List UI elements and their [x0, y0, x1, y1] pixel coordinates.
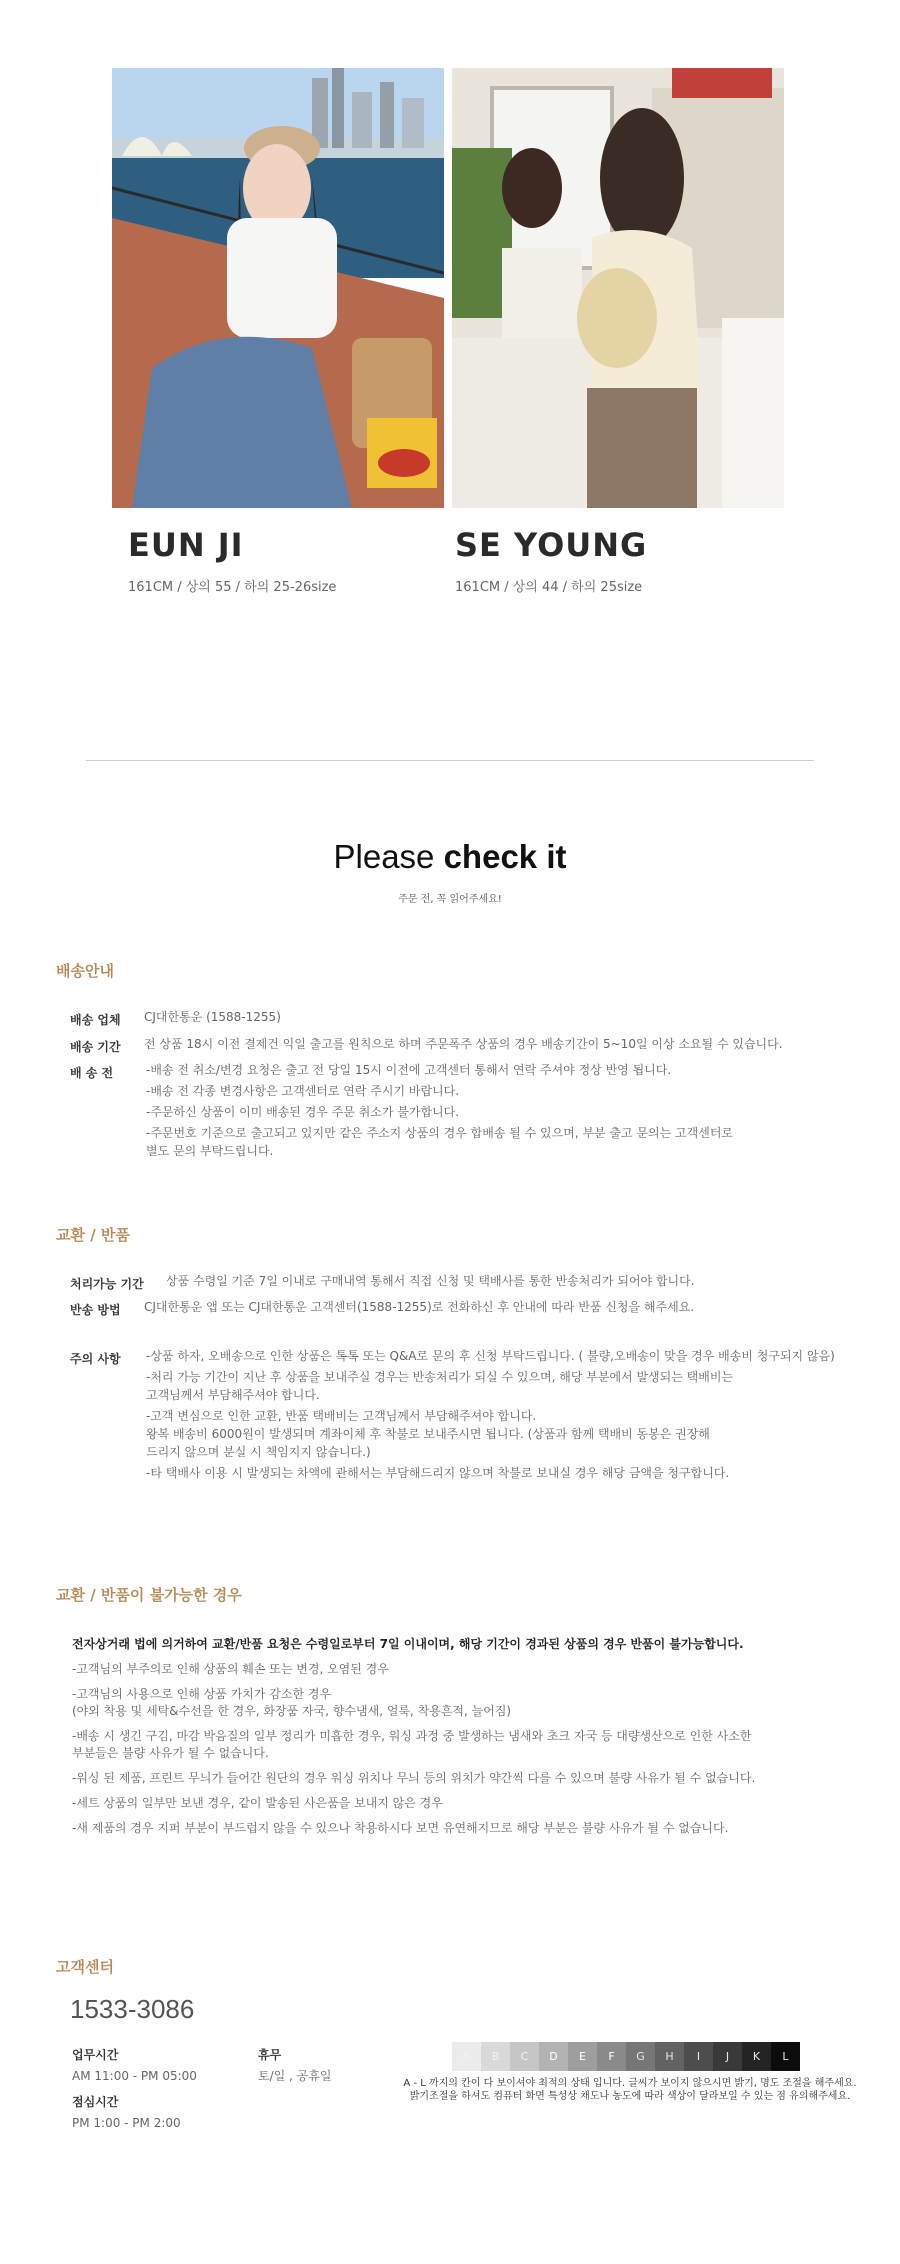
shipping-before-line: -배송 전 취소/변경 요청은 출고 전 당일 15시 이전에 고객센터 통해서 연락 주셔야 정상 반영 됩니다.: [146, 1063, 672, 1077]
cs-phone: 1533-3086: [70, 1994, 195, 2024]
shipping-period-label: 배송 기간: [70, 1040, 121, 1054]
exchange-caution-label: 주의 사항: [70, 1352, 121, 1366]
cs-lunch-label: 점심시간: [72, 2095, 119, 2109]
section-divider: [86, 760, 814, 761]
noreturn-line: -새 제품의 경우 지퍼 부분이 부드럽지 않을 수 있으나 착용하시다 보면 유연해지므로 해당 부분은 불량 사유가 될 수 없습니다.: [72, 1821, 729, 1835]
model-name-eunji: EUN JI: [128, 526, 244, 564]
noreturn-line: 부분들은 불량 사유가 될 수 없습니다.: [72, 1746, 269, 1760]
model-photo-eunji: [112, 68, 444, 508]
calibration-swatch-e: E: [568, 2042, 597, 2071]
exchange-caution-line: 왕복 배송비 6000원이 발생되며 계좌이체 후 착불로 보내주시면 됩니다. (상품과 함께 택배비 동봉은 권장해: [146, 1427, 710, 1441]
monitor-calibration-note: [360, 2077, 900, 2103]
noreturn-line: -배송 시 생긴 구김, 마감 박음질의 일부 정리가 미흡한 경우, 워싱 과정 중 발생하는 냄새와 초크 자국 등 대량생산으로 인한 사소한: [72, 1729, 752, 1743]
exchange-caution-line: 드리지 않으며 분실 시 책임지지 않습니다.): [146, 1445, 371, 1459]
noreturn-line: -워싱 된 제품, 프린트 무늬가 들어간 원단의 경우 워싱 위치나 무늬 등의 위치가 약간씩 다를 수 있으며 불량 사유가 될 수 없습니다.: [72, 1771, 756, 1785]
cs-lunch-value: PM 1:00 - PM 2:00: [72, 2116, 181, 2130]
exchange-caution-line: 고객님께서 부담해주셔야 합니다.: [146, 1388, 320, 1402]
notice-heading-plain: Please: [333, 838, 444, 875]
calibration-swatch-d: D: [539, 2042, 568, 2071]
calibration-swatch-b: B: [481, 2042, 510, 2071]
model-name-seyoung: SE YOUNG: [455, 526, 648, 564]
notice-heading-bold: check it: [443, 838, 567, 875]
calibration-swatch-a: A: [452, 2042, 481, 2071]
model-photo-seyoung: [452, 68, 784, 508]
calibration-swatch-f: F: [597, 2042, 626, 2071]
calibration-swatch-c: C: [510, 2042, 539, 2071]
cs-hours-value: AM 11:00 - PM 05:00: [72, 2069, 197, 2083]
calibration-swatch-i: I: [684, 2042, 713, 2071]
noreturn-list: [72, 1634, 755, 1839]
model-size-eunji: 161CM / 상의 55 / 하의 25-26size: [128, 580, 337, 595]
shipping-company-label: 배송 업체: [70, 1013, 121, 1027]
noreturn-line: -고객님의 사용으로 인해 상품 가치가 감소한 경우: [72, 1687, 332, 1701]
shipping-before-label: 배 송 전: [70, 1066, 114, 1080]
shipping-company-value: CJ대한통운 (1588-1255): [144, 1010, 281, 1024]
exchange-method-label: 반송 방법: [70, 1303, 121, 1317]
noreturn-line: -세트 상품의 일부만 보낸 경우, 같이 발송된 사은품을 보내지 않은 경우: [72, 1796, 443, 1810]
noreturn-line: (야외 착용 및 세탁&수선을 한 경우, 화장품 자국, 향수냄새, 얼룩, 착용흔적, 늘어짐): [72, 1704, 512, 1718]
noreturn-lead: 전자상거래 법에 의거하여 교환/반품 요청은 수령일로부터 7일 이내이며, 해당 기간이 경과된 상품의 경우 반품이 불가능합니다.: [72, 1637, 744, 1651]
shipping-before-list: [146, 1060, 733, 1162]
calibration-swatch-l: L: [771, 2042, 800, 2071]
exchange-caution-line: -고객 변심으로 인한 교환, 반품 택배비는 고객님께서 부담해주셔야 합니다.: [146, 1409, 537, 1423]
model-size-seyoung: 161CM / 상의 44 / 하의 25size: [455, 580, 643, 595]
shipping-before-line: -주문번호 기준으로 출고되고 있지만 같은 주소지 상품의 경우 합배송 될 수 있으며, 부분 출고 문의는 고객센터로: [146, 1126, 734, 1140]
shipping-before-line: 별도 문의 부탁드립니다.: [146, 1144, 274, 1158]
model-photo-eunji-image: [112, 68, 444, 508]
monitor-calibration-note-line: 밝기조절을 하셔도 컴퓨터 화면 특성상 채도나 농도에 따라 색상이 달라보일 수 있는 점 유의해주세요.: [409, 2091, 851, 2102]
shipping-title: 배송안내: [56, 962, 114, 980]
calibration-swatch-h: H: [655, 2042, 684, 2071]
cs-off-label: 휴무: [258, 2048, 282, 2062]
exchange-period-label: 처리가능 기간: [70, 1277, 144, 1291]
noreturn-title: 교환 / 반품이 불가능한 경우: [56, 1586, 242, 1604]
notice-subheading: 주문 전, 꼭 읽어주세요!: [398, 894, 502, 905]
exchange-caution-line: -타 택배사 이용 시 발생되는 차액에 관해서는 부담해드리지 않으며 착불로 보내실 경우 해당 금액을 청구합니다.: [146, 1466, 730, 1480]
exchange-period-value: 상품 수령일 기준 7일 이내로 구매내역 통해서 직접 신청 및 택배사를 통한 반송처리가 되어야 합니다.: [166, 1274, 695, 1288]
notice-heading: [0, 838, 900, 876]
calibration-swatch-k: K: [742, 2042, 771, 2071]
exchange-caution-line: -상품 하자, 오배송으로 인한 상품은 톡톡 또는 Q&A로 문의 후 신청 부탁드립니다. ( 불량,오배송이 맞을 경우 배송비 청구되지 않음): [146, 1349, 835, 1363]
exchange-title: 교환 / 반품: [56, 1226, 130, 1244]
model-photo-seyoung-image: [452, 68, 784, 508]
calibration-swatch-j: J: [713, 2042, 742, 2071]
cs-hours-label: 업무시간: [72, 2048, 119, 2062]
cs-title: 고객센터: [56, 1958, 114, 1976]
calibration-swatch-g: G: [626, 2042, 655, 2071]
shipping-before-line: -주문하신 상품이 이미 배송된 경우 주문 취소가 불가합니다.: [146, 1105, 460, 1119]
shipping-before-line: -배송 전 각종 변경사항은 고객센터로 연락 주시기 바랍니다.: [146, 1084, 460, 1098]
monitor-calibration-note-line: A - L 까지의 칸이 다 보이셔야 최적의 상태 입니다. 글씨가 보이지 않으시면 밝기, 명도 조절을 해주세요.: [403, 2078, 857, 2089]
noreturn-line: -고객님의 부주의로 인해 상품의 훼손 또는 변경, 오염된 경우: [72, 1662, 389, 1676]
shipping-period-value: 전 상품 18시 이전 결제건 익일 출고를 원칙으로 하며 주문폭주 상품의 경우 배송기간이 5~10일 이상 소요될 수 있습니다.: [144, 1037, 783, 1051]
exchange-caution-list: [146, 1346, 835, 1484]
monitor-calibration-swatches: [452, 2042, 800, 2071]
cs-off-value: 토/일 , 공휴일: [258, 2069, 332, 2083]
exchange-caution-line: -처리 가능 기간이 지난 후 상품을 보내주실 경우는 반송처리가 되실 수 있으며, 해당 부분에서 발생되는 택배비는: [146, 1370, 734, 1384]
exchange-method-value: CJ대한통운 앱 또는 CJ대한통운 고객센터(1588-1255)로 전화하신 후 안내에 따라 반품 신청을 해주세요.: [144, 1300, 695, 1314]
